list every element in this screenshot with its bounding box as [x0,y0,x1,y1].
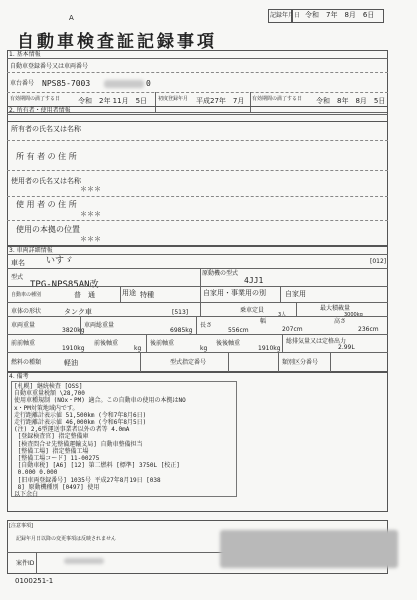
base-location-value: ＊＊＊ [80,235,101,243]
gross-weight-value: 6985kg [170,327,193,334]
kind-label: 自動車の種別 [11,292,42,298]
engine-label: 原動機の型式 [202,270,239,277]
section-1-heading: 1. 基本情報 [9,51,41,58]
model-value: TPG-NPS85AN改 [30,280,99,290]
fuel-label: 燃料の種類 [11,359,42,366]
expiry2-value: 令和 8年 8月 5日 [316,97,386,105]
base-location-label: 使用の本拠の位置 [16,225,80,234]
body-value: タンク車 [64,308,92,316]
body-code: [513] [172,309,189,316]
displacement-label: 総排気量又は定格出力 [286,338,347,345]
front-rear-axle-value: kg [134,345,142,352]
chassis-value: NPS85-7003 [42,79,91,88]
maker-label: 車名 [11,259,25,267]
reg-number-label: 自動車登録番号又は車両番号 [10,63,89,70]
user-address-label: 使 用 者 の 住 所 [16,200,77,209]
chassis-label: 車台番号 [10,80,35,87]
front-front-axle-value: 1910kg [62,345,85,352]
maker-value: いすゞ [46,256,74,266]
capacity-value: 3人 [278,312,287,318]
max-load-value: 3000kg [344,312,363,318]
type-number-label: 型式指定番号 [170,359,207,366]
record-date-label: 記録年月日 [270,12,301,19]
category-value: 自家用 [285,290,306,298]
case-id-label: 案件ID [16,560,35,567]
width-label: 幅 [260,318,267,325]
user-name-label: 使用者の氏名又は名称 [11,177,81,185]
title-marker: A [69,14,74,22]
max-load-label: 最大積載量 [320,305,351,312]
document-code: 0100251-1 [15,577,54,585]
user-name-value: ＊＊＊ [80,185,101,193]
section-3-heading: 3. 車両詳細情報 [9,247,53,254]
user-address-value: ＊＊＊ [80,210,101,218]
owner-name-label: 所有者の氏名又は名称 [11,125,81,133]
height-label: 高さ [334,318,347,325]
model-label: 型式 [11,274,24,281]
category-label: 自家用・事業用の別 [203,289,266,297]
height-value: 236cm [358,326,379,333]
owner-address-label: 所 有 者 の 住 所 [16,152,77,161]
rear-rear-axle-label: 後後軸重 [216,340,241,347]
notes-label: [注意事項] [9,523,33,529]
notes-text: 記録年月日以降の変更事項は反映されません [16,536,117,542]
gross-weight-label: 車両総重量 [84,322,115,329]
remarks-text: [札幌] 継続検査 [OSS] 自動車重量税額 \28,700 使用車種規制 (NOx・PM) 適合。この自動車の使用の本拠はNO x・PM対策地域内です。 走行距離計表示値 51,500km (令和7年8月6日) 走行距離計表示値 46,000km (令和6年8月5日) (注) 2,6型運送事業者以外の者等 4.0mA [登録検査官] 指定整備庫 [検査問合せ先整備運輸支局] 自動車整備担当 [整備工場] 指定整備工場 [整備工場コード] 11-00275 [自動車税] [A6] [12] 第二燃料 [標準] 3750L [校正] 0.000 0.000 [旧車両登録番号] 1035号 平成27年8月19日 [038 8] 原動機種別 [0497] 使用 以下余白 [14,383,186,499]
length-label: 長さ [200,322,213,329]
first-reg-label: 初度登録年月 [158,96,189,102]
rear-rear-axle-value: 1910kg [258,345,281,352]
section-2-heading: 2. 所有者・使用者情報 [9,107,71,114]
rear-front-axle-value: kg [200,345,208,352]
expiry-value: 令和 2年 11月 5日 [78,97,148,105]
record-date-value: 令和 7年 8月 6日 [305,11,375,19]
expiry-label: 有効期間の満了する日 [10,96,61,102]
redacted-chassis-digits [104,80,144,88]
length-value: 556cm [228,327,249,334]
use-value: 特種 [140,291,154,299]
displacement-value: 2.99L [338,344,355,351]
front-front-axle-label: 前前軸重 [11,340,36,347]
engine-value: 4JJ1 [244,276,264,285]
rear-front-axle-label: 後前軸重 [150,340,175,347]
expiry2-label: 有効期間の満了する日 [252,96,303,102]
body-label: 車体の形状 [11,308,42,315]
kind-value: 普 通 [74,291,95,299]
first-reg-value: 平成27年 7月 [196,97,245,105]
weight-label: 車両重量 [11,322,36,329]
page-title: 自動車検査証記録事項 [17,32,217,52]
redacted-stamp-area [220,530,398,568]
maker-code: [012] [370,258,387,265]
use-label: 用途 [122,289,136,297]
chassis-value-tail: 0 [146,79,151,88]
front-rear-axle-label: 前後軸重 [94,340,119,347]
section-4-heading: 4. 備考 [9,373,29,380]
weight-value: 3820kg [62,327,85,334]
fuel-value: 軽油 [64,359,78,367]
redacted-case-id [64,558,104,564]
width-value: 207cm [282,326,303,333]
class-number-label: 類別区分番号 [282,359,319,366]
capacity-label: 乗車定員 [240,307,265,314]
